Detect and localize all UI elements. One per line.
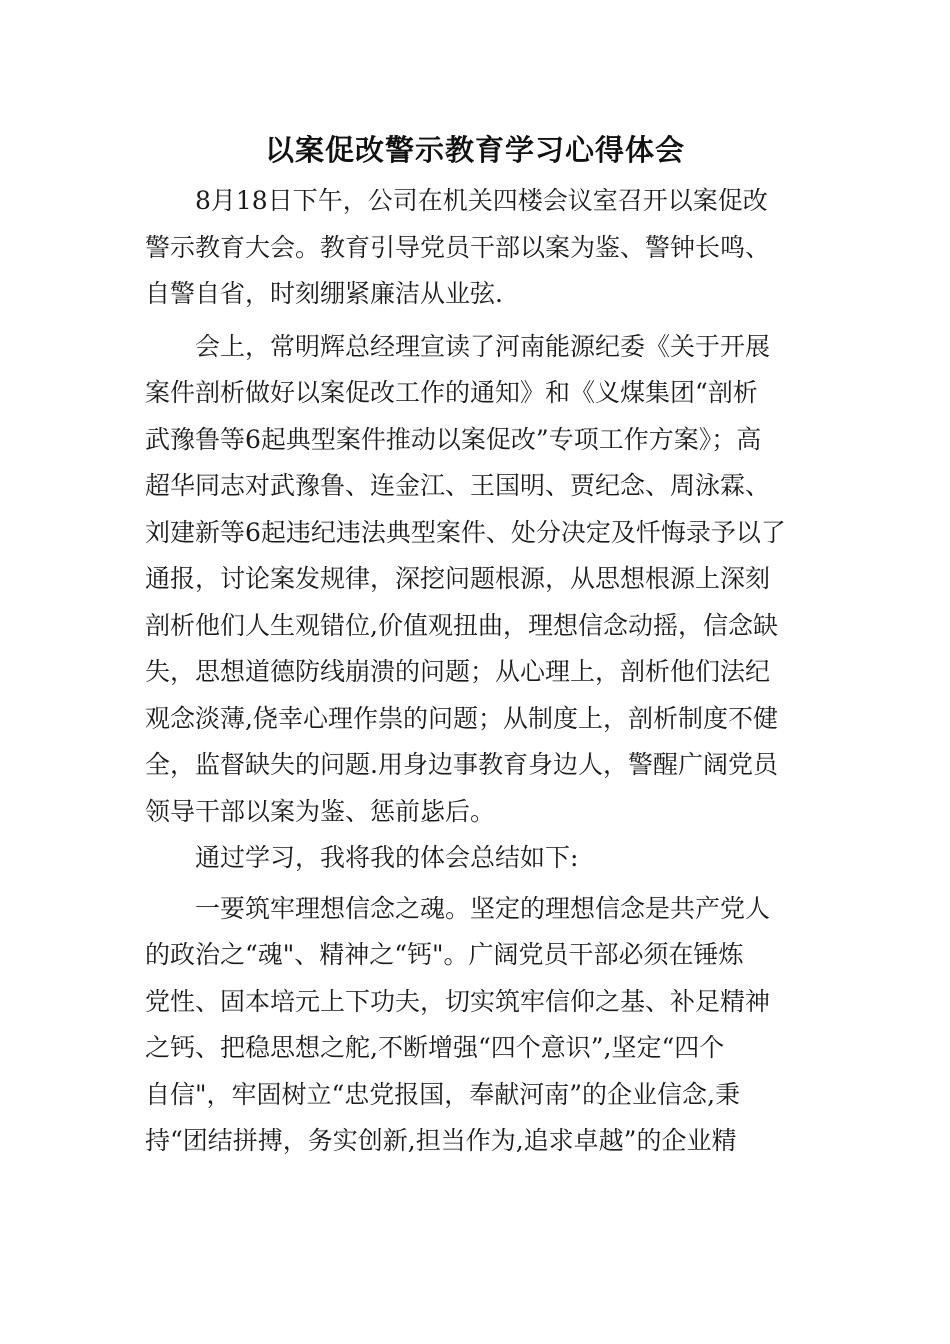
text-line: 党性、固本培元上下功夫，切实筑牢信仰之基、补足精神 — [145, 986, 771, 1016]
text-line: 失，思想道德防线崩溃的问题；从心理上，剖析他们法纪 — [145, 657, 771, 686]
text-line: 全，监督缺失的问题.用身边事教育身边人，警醒广阔党员 — [145, 750, 778, 779]
text-line: 一要筑牢理想信念之魂。坚定的理想信念是共产党人 — [195, 893, 771, 923]
text-line: 超华同志对武豫鲁、连金江、王国明、贾纪念、周泳霖、 — [145, 471, 771, 500]
text-line: 持“团结拼搏，务实创新,担当作为,追求卓越”的企业精 — [145, 1126, 737, 1155]
document-body — [145, 178, 815, 1165]
text-line: 会上，常明辉总经理宣读了河南能源纪委《关于开展 — [195, 331, 771, 361]
text-line: 的政治之“魂"、精神之“钙"。广阔党员干部必须在锤炼 — [145, 940, 744, 969]
text-line: 警示教育大会。教育引导党员干部以案为鉴、警钟长鸣、 — [145, 232, 771, 262]
text-line: 自警自省，时刻绷紧廉洁从业弦. — [145, 279, 503, 308]
text-line: 剖析他们人生观错位,价值观扭曲，理想信念动摇，信念缺 — [145, 610, 778, 640]
text-line: 观念淡薄,侥幸心理作祟的问题；从制度上，剖析制度不健 — [145, 703, 778, 733]
text-line: 之钙、把稳思想之舵,不断增强“四个意识”,坚定“四个 — [145, 1033, 725, 1062]
text-line: 武豫鲁等6起典型案件推动以案促改”专项工作方案》；高 — [145, 424, 762, 454]
text-line: 刘建新等6起违纪违法典型案件、处分决定及忏悔录予以了 — [145, 517, 786, 547]
text-line: 通过学习，我将我的体会总结如下: — [195, 843, 579, 872]
text-line: 领导干部以案为鉴、惩前毖后。 — [145, 796, 496, 826]
text-line: 通报，讨论案发规律，深挖问题根源，从思想根源上深刻 — [145, 564, 771, 593]
text-line: 8月18日下午，公司在机关四楼会议室召开以案促改 — [195, 186, 768, 215]
text-line: 案件剖析做好以案促改工作的通知》和《义煤集团“剖析 — [145, 378, 758, 407]
text-line: 自信"，牢固树立“忠党报国，奉献河南”的企业信念,秉 — [145, 1079, 741, 1109]
document-title: 以案促改警示教育学习心得体会 — [264, 133, 685, 167]
